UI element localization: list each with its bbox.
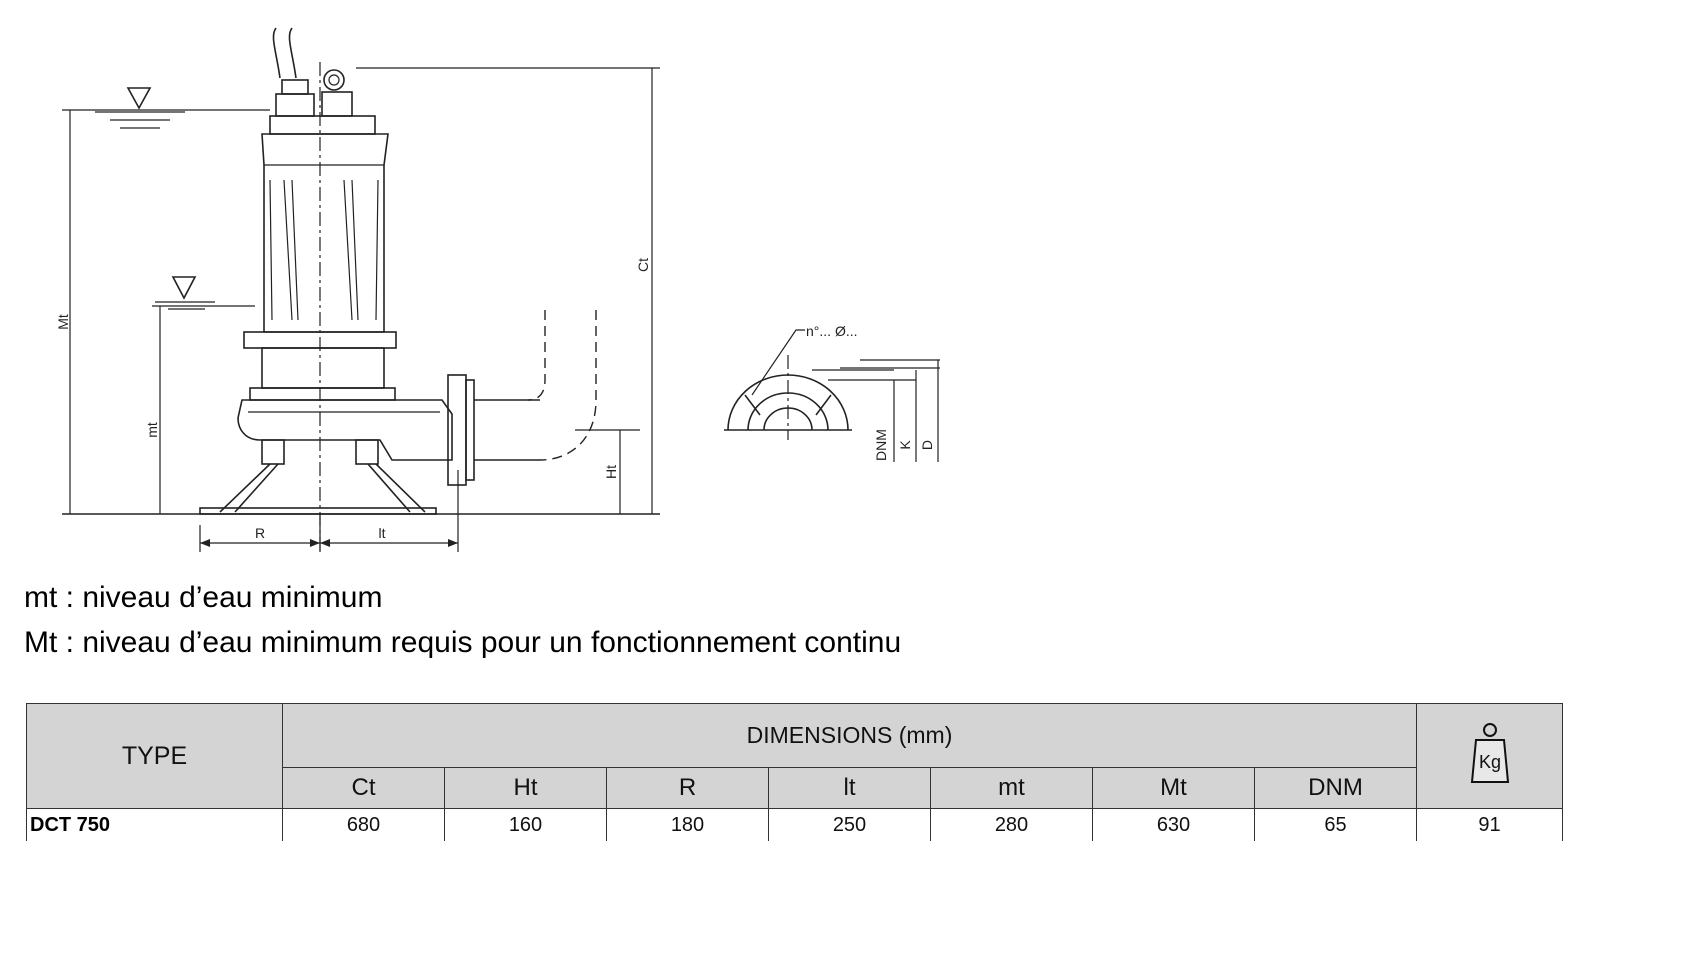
col-lt: lt	[769, 768, 931, 809]
header-weight	[1417, 704, 1563, 809]
cell-type: DCT 750	[27, 809, 283, 842]
legend-Mt: Mt : niveau d’eau minimum requis pour un fonctionnement continu	[24, 626, 902, 659]
label-Mt: Mt	[55, 314, 71, 330]
water-level-low-icon	[155, 277, 215, 309]
flange-side-view	[724, 323, 940, 462]
label-D: D	[919, 439, 935, 451]
label-Ct: Ct	[635, 258, 651, 272]
cell-mt: 280	[931, 809, 1093, 842]
dimensions-table	[26, 703, 1563, 841]
table-row	[27, 809, 1563, 842]
kg-weight-icon	[1468, 718, 1512, 790]
label-flange-holes: n°... Ø...	[806, 323, 858, 339]
cell-ht: 160	[445, 809, 607, 842]
label-mt: mt	[144, 422, 160, 438]
label-K: K	[897, 440, 913, 450]
cell-weight: 91	[1417, 809, 1563, 842]
col-r: R	[607, 768, 769, 809]
col-mt: mt	[931, 768, 1093, 809]
legend-mt: mt : niveau d’eau minimum	[24, 581, 383, 614]
label-lt: lt	[378, 525, 386, 541]
header-dimensions: DIMENSIONS (mm)	[283, 704, 1417, 768]
col-ct: Ct	[283, 768, 445, 809]
cell-Mt: 630	[1093, 809, 1255, 842]
col-dnm: DNM	[1255, 768, 1417, 809]
cell-r: 180	[607, 809, 769, 842]
label-Ht: Ht	[603, 465, 619, 479]
label-R: R	[254, 525, 266, 541]
cell-dnm: 65	[1255, 809, 1417, 842]
kg-icon-label: Kg	[1478, 751, 1501, 772]
col-ht: Ht	[445, 768, 607, 809]
cell-lt: 250	[769, 809, 931, 842]
header-type: TYPE	[27, 704, 283, 809]
label-DNM: DNM	[873, 429, 889, 461]
cell-ct: 680	[283, 809, 445, 842]
col-Mt: Mt	[1093, 768, 1255, 809]
water-level-high-icon	[95, 88, 185, 128]
